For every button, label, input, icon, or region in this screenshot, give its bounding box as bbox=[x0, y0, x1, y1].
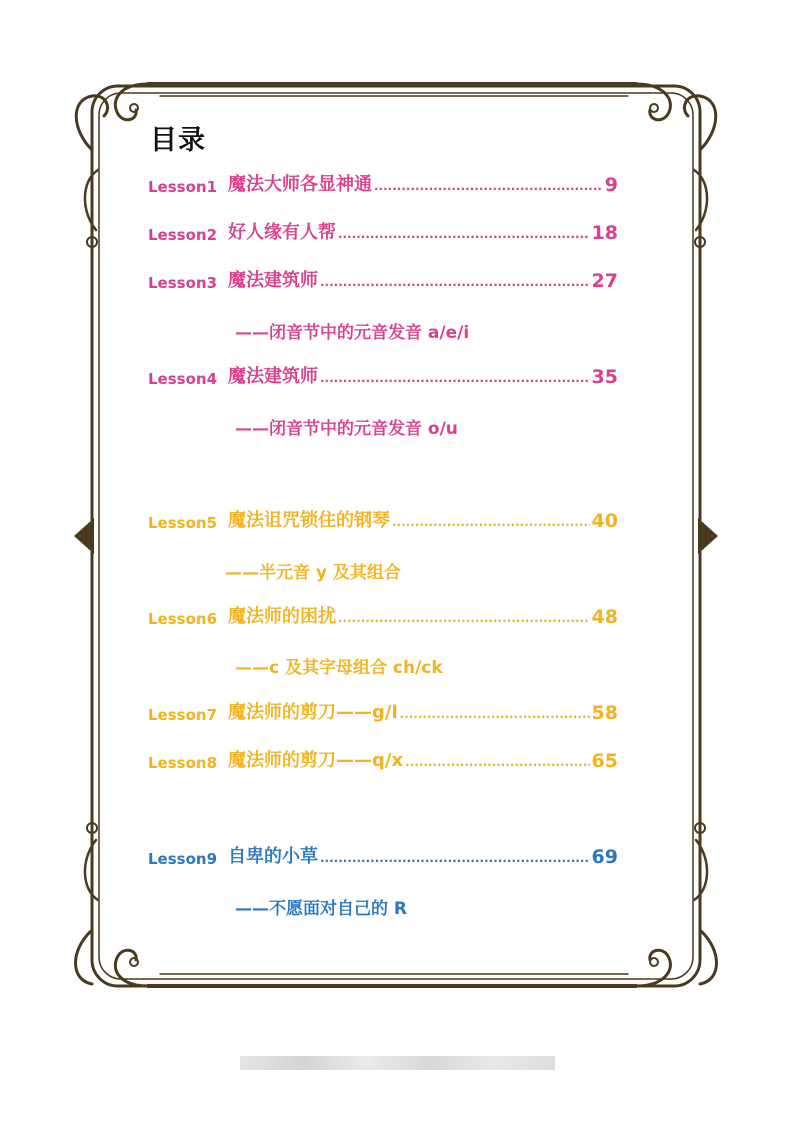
lesson-title: 魔法师的困扰 bbox=[228, 606, 336, 627]
dot-leader bbox=[392, 515, 590, 529]
page-number: 27 bbox=[591, 270, 618, 292]
toc-entry-lesson7[interactable] bbox=[148, 698, 618, 724]
blurred-watermark bbox=[240, 1056, 555, 1070]
lesson-number: Lesson6 bbox=[148, 610, 218, 628]
lesson-number: Lesson8 bbox=[148, 754, 218, 772]
lesson-title: 魔法师的剪刀——q/x bbox=[228, 750, 404, 771]
dot-leader bbox=[374, 179, 603, 193]
page-number: 65 bbox=[591, 750, 618, 772]
page-number: 58 bbox=[591, 702, 618, 724]
lesson-subtitle: ——c 及其字母组合 ch/ck bbox=[235, 658, 443, 678]
page-number: 9 bbox=[604, 174, 618, 196]
lesson-number: Lesson3 bbox=[148, 274, 218, 292]
lesson-title: 魔法建筑师 bbox=[228, 366, 318, 387]
lesson-title: 魔法建筑师 bbox=[228, 270, 318, 291]
lesson-number: Lesson9 bbox=[148, 850, 218, 868]
lesson-title: 好人缘有人帮 bbox=[228, 222, 336, 243]
dot-leader bbox=[320, 851, 590, 865]
lesson-subtitle: ——闭音节中的元音发音 a/e/i bbox=[235, 323, 470, 343]
toc-entry-lesson2[interactable] bbox=[148, 218, 618, 244]
lesson-title: 魔法大师各显神通 bbox=[228, 174, 372, 195]
toc-entry-lesson3[interactable] bbox=[148, 266, 618, 292]
lesson-number: Lesson5 bbox=[148, 514, 218, 532]
page-number: 18 bbox=[591, 222, 618, 244]
page-number: 48 bbox=[591, 606, 618, 628]
toc-title: 目录 bbox=[150, 125, 206, 156]
lesson-number: Lesson4 bbox=[148, 370, 218, 388]
toc-entry-lesson9[interactable] bbox=[148, 842, 618, 868]
lesson-subtitle: ——闭音节中的元音发音 o/u bbox=[235, 419, 458, 439]
toc-entry-lesson5[interactable] bbox=[148, 506, 618, 532]
page-number: 40 bbox=[591, 510, 618, 532]
lesson-subtitle: ——半元音 y 及其组合 bbox=[225, 563, 401, 583]
dot-leader bbox=[338, 227, 590, 241]
dot-leader bbox=[320, 371, 590, 385]
page-number: 35 bbox=[591, 366, 618, 388]
toc-entry-lesson4[interactable] bbox=[148, 362, 618, 388]
lesson-title: 魔法诅咒锁住的钢琴 bbox=[228, 510, 390, 531]
toc-entry-lesson1[interactable] bbox=[148, 170, 618, 196]
dot-leader bbox=[405, 755, 589, 769]
lesson-number: Lesson7 bbox=[148, 706, 218, 724]
dot-leader bbox=[338, 611, 590, 625]
lesson-title: 自卑的小草 bbox=[228, 846, 318, 867]
dot-leader bbox=[400, 707, 590, 721]
lesson-title: 魔法师的剪刀——g/l bbox=[228, 702, 398, 723]
lesson-number: Lesson2 bbox=[148, 226, 218, 244]
lesson-number: Lesson1 bbox=[148, 178, 218, 196]
toc-entry-lesson8[interactable] bbox=[148, 746, 618, 772]
toc-entry-lesson6[interactable] bbox=[148, 602, 618, 628]
dot-leader bbox=[320, 275, 590, 289]
lesson-subtitle: ——不愿面对自己的 R bbox=[235, 899, 408, 919]
page-number: 69 bbox=[591, 846, 618, 868]
